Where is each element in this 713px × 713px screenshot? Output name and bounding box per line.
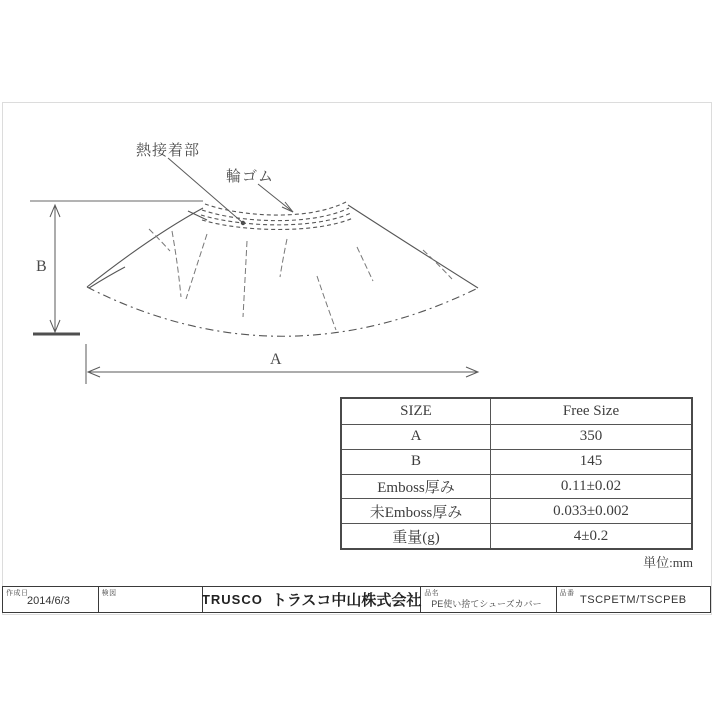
spec-row-label: 重量(g)	[342, 523, 491, 548]
created-date-label: 作成日	[6, 590, 29, 597]
spec-table	[340, 397, 693, 550]
check-cell	[99, 587, 204, 612]
product-name-value: PE使い捨てシューズカバー	[431, 599, 542, 609]
right-edge	[348, 205, 478, 288]
dimension-lines	[30, 158, 478, 384]
company-name: トラスコ中山株式会社	[271, 592, 422, 609]
title-block	[2, 586, 711, 613]
product-name-label: 品名	[424, 590, 440, 597]
spec-row-value: Free Size	[562, 402, 620, 419]
product-code-value: TSCPETM/TSCPEB	[580, 594, 687, 606]
spec-row-label: SIZE	[342, 399, 491, 424]
product-code-label: 品番	[559, 590, 575, 597]
dim-a-label: A	[270, 351, 282, 368]
rubber-band-leader-line	[258, 184, 293, 212]
product-code-cell	[557, 587, 710, 612]
unit-note: 単位:mm	[643, 555, 693, 570]
trusco-logo: TRUSCO	[201, 592, 263, 607]
spec-row-value: 350	[491, 424, 691, 449]
bottom-hem	[87, 287, 478, 336]
spec-row-value: 0.033±0.002	[491, 498, 691, 523]
pleat-lines	[149, 229, 452, 330]
company-cell	[203, 587, 421, 612]
check-label: 検図	[101, 590, 117, 597]
left-edge	[87, 208, 203, 287]
spec-row-label: Emboss厚み	[342, 474, 491, 499]
spec-row-label: 未Emboss厚み	[342, 498, 491, 523]
product-name-cell	[421, 587, 556, 612]
spec-row-value: 0.11±0.02	[491, 474, 691, 499]
spec-row-label: B	[342, 449, 491, 474]
dim-b-label: B	[36, 258, 47, 275]
created-date-value: 2014/6/3	[27, 595, 70, 607]
heat-seal-label: 熱接着部	[136, 143, 201, 159]
spec-row-value: 145	[491, 449, 691, 474]
created-date-cell	[3, 587, 99, 612]
spec-row-value: 4±0.2	[491, 523, 691, 548]
rubber-band-label: 輪ゴム	[226, 169, 275, 185]
left-tip-fold	[89, 267, 125, 288]
spec-row-label: A	[342, 424, 491, 449]
shoe-cover-shape	[87, 202, 478, 336]
